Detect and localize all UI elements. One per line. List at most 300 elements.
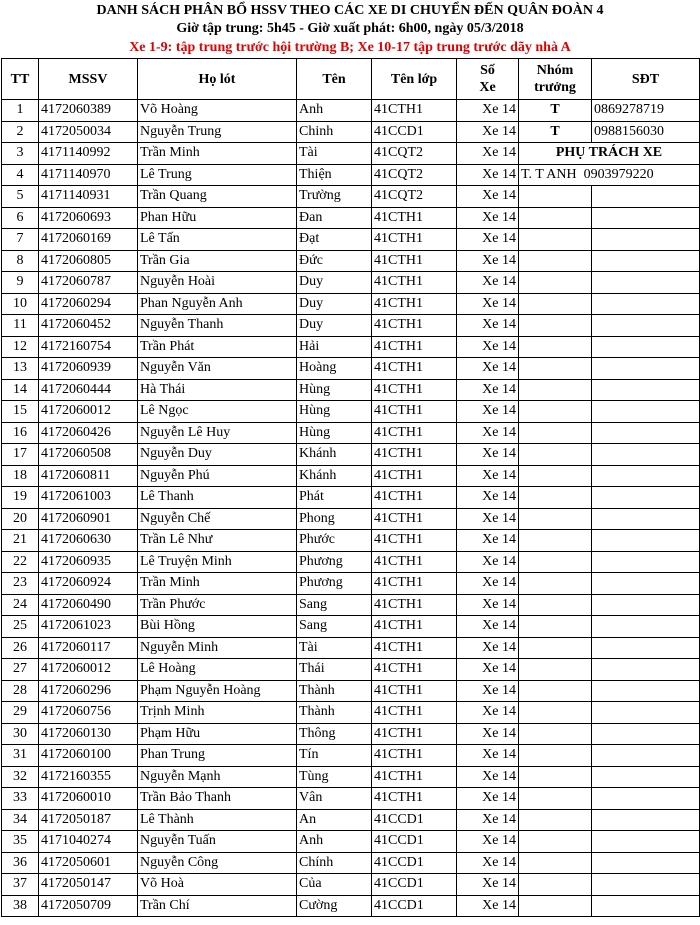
cell-ho-lot: Lê Tấn — [138, 229, 297, 251]
cell-so-xe: Xe 14 — [457, 487, 519, 509]
cell-so-xe: Xe 14 — [457, 186, 519, 208]
cell-ten-lop: 41CTH1 — [372, 229, 457, 251]
cell-nhom-truong — [519, 680, 592, 702]
cell-ten-lop: 41CTH1 — [372, 465, 457, 487]
cell-sdt — [592, 250, 700, 272]
cell-ten-lop: 41CCD1 — [372, 852, 457, 874]
cell-sdt — [592, 809, 700, 831]
cell-so-xe: Xe 14 — [457, 336, 519, 358]
cell-nhom-truong — [519, 874, 592, 896]
cell-ten-lop: 41CTH1 — [372, 100, 457, 122]
cell-tt: 23 — [2, 573, 39, 595]
cell-ho-lot: Trần Bảo Thanh — [138, 788, 297, 810]
cell-so-xe: Xe 14 — [457, 788, 519, 810]
cell-ho-lot: Lê Hoàng — [138, 659, 297, 681]
cell-nhom-truong — [519, 766, 592, 788]
table-row — [2, 508, 700, 530]
cell-mssv: 4172060012 — [39, 401, 138, 423]
cell-nhom-truong — [519, 852, 592, 874]
cell-nhom-truong — [519, 788, 592, 810]
cell-mssv: 4172050601 — [39, 852, 138, 874]
cell-tt: 4 — [2, 164, 39, 186]
cell-ten: Anh — [297, 100, 372, 122]
table-row — [2, 207, 700, 229]
cell-sdt — [592, 530, 700, 552]
cell-sdt — [592, 766, 700, 788]
table-row — [2, 573, 700, 595]
col-header-ten: Tên — [297, 59, 372, 100]
cell-mssv: 4172060756 — [39, 702, 138, 724]
cell-ten: Của — [297, 874, 372, 896]
table-row — [2, 788, 700, 810]
cell-ho-lot: Nguyễn Trung — [138, 121, 297, 143]
cell-ten-lop: 41CTH1 — [372, 788, 457, 810]
cell-ho-lot: Nguyễn Hoài — [138, 272, 297, 294]
cell-nhom-truong — [519, 422, 592, 444]
cell-so-xe: Xe 14 — [457, 659, 519, 681]
cell-sdt — [592, 315, 700, 337]
cell-ho-lot: Lê Thành — [138, 809, 297, 831]
cell-tt: 37 — [2, 874, 39, 896]
cell-tt: 38 — [2, 895, 39, 917]
cell-mssv: 4171140931 — [39, 186, 138, 208]
cell-tt: 27 — [2, 659, 39, 681]
cell-ten-lop: 41CTH1 — [372, 616, 457, 638]
cell-mssv: 4172061023 — [39, 616, 138, 638]
cell-tt: 22 — [2, 551, 39, 573]
cell-tt: 12 — [2, 336, 39, 358]
cell-nhom-truong — [519, 186, 592, 208]
cell-ho-lot: Trần Minh — [138, 573, 297, 595]
cell-ten-lop: 41CTH1 — [372, 659, 457, 681]
cell-ten: Hoàng — [297, 358, 372, 380]
cell-ho-lot: Hà Thái — [138, 379, 297, 401]
cell-sdt — [592, 379, 700, 401]
cell-ten-lop: 41CTH1 — [372, 487, 457, 509]
cell-ho-lot: Nguyễn Chế — [138, 508, 297, 530]
table-row — [2, 852, 700, 874]
cell-sdt — [592, 401, 700, 423]
cell-sdt — [592, 272, 700, 294]
cell-tt: 8 — [2, 250, 39, 272]
cell-ten-lop: 41CCD1 — [372, 874, 457, 896]
cell-ten: Phương — [297, 551, 372, 573]
cell-nhom-truong — [519, 207, 592, 229]
supervisor-contact — [519, 164, 700, 186]
table-row — [2, 680, 700, 702]
cell-ho-lot: Phạm Hữu — [138, 723, 297, 745]
cell-so-xe: Xe 14 — [457, 766, 519, 788]
so-xe-line-1: Số — [480, 63, 495, 78]
cell-so-xe: Xe 14 — [457, 594, 519, 616]
cell-so-xe: Xe 14 — [457, 573, 519, 595]
cell-sdt — [592, 680, 700, 702]
cell-so-xe: Xe 14 — [457, 250, 519, 272]
cell-sdt — [592, 702, 700, 724]
cell-so-xe: Xe 14 — [457, 895, 519, 917]
cell-ten-lop: 41CCD1 — [372, 121, 457, 143]
table-row — [2, 616, 700, 638]
cell-ten-lop: 41CTH1 — [372, 508, 457, 530]
cell-nhom-truong — [519, 530, 592, 552]
cell-ho-lot: Trần Chí — [138, 895, 297, 917]
document-title: DANH SÁCH PHÂN BỔ HSSV THEO CÁC XE DI CHUYỂN ĐẾN QUÂN ĐOÀN 4 — [96, 3, 604, 18]
cell-tt: 32 — [2, 766, 39, 788]
cell-ho-lot: Trần Minh — [138, 143, 297, 165]
cell-sdt — [592, 788, 700, 810]
cell-sdt — [592, 186, 700, 208]
supervisor-phone: 0903979220 — [583, 166, 654, 182]
table-row — [2, 702, 700, 724]
cell-nhom-truong — [519, 293, 592, 315]
cell-ten: Phát — [297, 487, 372, 509]
cell-tt: 33 — [2, 788, 39, 810]
cell-mssv: 4172060117 — [39, 637, 138, 659]
cell-nhom-truong — [519, 745, 592, 767]
cell-ho-lot: Bùi Hồng — [138, 616, 297, 638]
col-header-nhom-truong — [519, 59, 592, 100]
cell-nhom-truong — [519, 659, 592, 681]
cell-sdt: 0988156030 — [592, 121, 700, 143]
cell-nhom-truong — [519, 616, 592, 638]
cell-nhom-truong — [519, 229, 592, 251]
cell-ho-lot: Nguyễn Phú — [138, 465, 297, 487]
col-header-tt: TT — [2, 59, 39, 100]
cell-sdt — [592, 616, 700, 638]
cell-tt: 26 — [2, 637, 39, 659]
cell-mssv: 4172060426 — [39, 422, 138, 444]
cell-so-xe: Xe 14 — [457, 723, 519, 745]
table-row — [2, 594, 700, 616]
cell-so-xe: Xe 14 — [457, 616, 519, 638]
cell-mssv: 4172060939 — [39, 358, 138, 380]
cell-so-xe: Xe 14 — [457, 121, 519, 143]
cell-tt: 36 — [2, 852, 39, 874]
cell-ten-lop: 41CQT2 — [372, 143, 457, 165]
cell-tt: 24 — [2, 594, 39, 616]
cell-mssv: 4172060294 — [39, 293, 138, 315]
table-row — [2, 487, 700, 509]
table-row — [2, 659, 700, 681]
cell-ten-lop: 41CTH1 — [372, 766, 457, 788]
table-row — [2, 250, 700, 272]
table-row — [2, 766, 700, 788]
cell-ho-lot: Nguyễn Tuấn — [138, 831, 297, 853]
cell-mssv: 4172060811 — [39, 465, 138, 487]
cell-so-xe: Xe 14 — [457, 207, 519, 229]
cell-mssv: 4172060490 — [39, 594, 138, 616]
cell-nhom-truong — [519, 723, 592, 745]
cell-ten-lop: 41CTH1 — [372, 530, 457, 552]
cell-tt: 18 — [2, 465, 39, 487]
cell-so-xe: Xe 14 — [457, 229, 519, 251]
table-row — [2, 100, 700, 122]
cell-ten: Trường — [297, 186, 372, 208]
table-row — [2, 164, 700, 186]
table-row — [2, 745, 700, 767]
cell-ten: Sang — [297, 616, 372, 638]
table-row — [2, 637, 700, 659]
cell-sdt: 0869278719 — [592, 100, 700, 122]
cell-so-xe: Xe 14 — [457, 831, 519, 853]
cell-nhom-truong: T — [519, 121, 592, 143]
nhom-truong-line-1: Nhóm — [536, 63, 574, 78]
table-row — [2, 293, 700, 315]
cell-tt: 31 — [2, 745, 39, 767]
cell-so-xe: Xe 14 — [457, 358, 519, 380]
cell-ten: Chính — [297, 852, 372, 874]
cell-so-xe: Xe 14 — [457, 143, 519, 165]
cell-so-xe: Xe 14 — [457, 745, 519, 767]
cell-nhom-truong — [519, 444, 592, 466]
cell-ten: Hùng — [297, 379, 372, 401]
cell-nhom-truong — [519, 379, 592, 401]
table-row — [2, 551, 700, 573]
table-header-row — [2, 59, 700, 100]
cell-so-xe: Xe 14 — [457, 702, 519, 724]
cell-nhom-truong — [519, 637, 592, 659]
cell-ten: Hùng — [297, 401, 372, 423]
cell-nhom-truong — [519, 401, 592, 423]
cell-nhom-truong — [519, 594, 592, 616]
cell-tt: 34 — [2, 809, 39, 831]
cell-sdt — [592, 422, 700, 444]
cell-sdt — [592, 336, 700, 358]
cell-ten-lop: 41CCD1 — [372, 831, 457, 853]
cell-ten-lop: 41CTH1 — [372, 444, 457, 466]
cell-ten-lop: 41CTH1 — [372, 250, 457, 272]
cell-tt: 10 — [2, 293, 39, 315]
cell-mssv: 4172060805 — [39, 250, 138, 272]
cell-mssv: 4172060010 — [39, 788, 138, 810]
so-xe-line-2: Xe — [479, 80, 496, 95]
schedule-subtitle: Giờ tập trung: 5h45 - Giờ xuất phát: 6h00, ngày 05/3/2018 — [176, 21, 524, 36]
cell-ten-lop: 41CTH1 — [372, 680, 457, 702]
cell-ten: Duy — [297, 293, 372, 315]
cell-ten: Phước — [297, 530, 372, 552]
cell-tt: 30 — [2, 723, 39, 745]
cell-so-xe: Xe 14 — [457, 422, 519, 444]
cell-ho-lot: Nguyễn Duy — [138, 444, 297, 466]
cell-tt: 16 — [2, 422, 39, 444]
cell-ten-lop: 41CQT2 — [372, 164, 457, 186]
supervisor-heading: PHỤ TRÁCH XE — [519, 143, 700, 165]
cell-tt: 5 — [2, 186, 39, 208]
cell-so-xe: Xe 14 — [457, 680, 519, 702]
cell-so-xe: Xe 14 — [457, 551, 519, 573]
cell-ten: Thái — [297, 659, 372, 681]
cell-tt: 28 — [2, 680, 39, 702]
cell-mssv: 4172060693 — [39, 207, 138, 229]
cell-sdt — [592, 594, 700, 616]
cell-nhom-truong — [519, 358, 592, 380]
cell-ho-lot: Nguyễn Lê Huy — [138, 422, 297, 444]
cell-ten: Duy — [297, 272, 372, 294]
cell-ten-lop: 41CTH1 — [372, 401, 457, 423]
cell-ten-lop: 41CTH1 — [372, 293, 457, 315]
cell-so-xe: Xe 14 — [457, 100, 519, 122]
cell-ten-lop: 41CTH1 — [372, 315, 457, 337]
cell-ho-lot: Trịnh Minh — [138, 702, 297, 724]
cell-ten: Hùng — [297, 422, 372, 444]
bus-assignment-table — [1, 58, 700, 917]
cell-ho-lot: Lê Truyện Minh — [138, 551, 297, 573]
cell-tt: 11 — [2, 315, 39, 337]
cell-ten-lop: 41CTH1 — [372, 272, 457, 294]
table-row — [2, 530, 700, 552]
cell-ten-lop: 41CTH1 — [372, 379, 457, 401]
cell-tt: 7 — [2, 229, 39, 251]
cell-ten-lop: 41CTH1 — [372, 422, 457, 444]
cell-sdt — [592, 874, 700, 896]
cell-ten: Vân — [297, 788, 372, 810]
cell-mssv: 4172060169 — [39, 229, 138, 251]
cell-so-xe: Xe 14 — [457, 164, 519, 186]
table-row — [2, 809, 700, 831]
cell-ten: Tín — [297, 745, 372, 767]
cell-ten-lop: 41CTH1 — [372, 594, 457, 616]
cell-nhom-truong — [519, 551, 592, 573]
table-row — [2, 315, 700, 337]
supervisor-name: T. T ANH — [521, 166, 577, 182]
cell-so-xe: Xe 14 — [457, 874, 519, 896]
cell-mssv: 4171140970 — [39, 164, 138, 186]
cell-ten-lop: 41CTH1 — [372, 702, 457, 724]
cell-ten: Thành — [297, 702, 372, 724]
table-row — [2, 229, 700, 251]
cell-so-xe: Xe 14 — [457, 401, 519, 423]
cell-tt: 35 — [2, 831, 39, 853]
cell-ten-lop: 41CCD1 — [372, 809, 457, 831]
cell-ten-lop: 41CQT2 — [372, 186, 457, 208]
table-row — [2, 336, 700, 358]
cell-sdt — [592, 207, 700, 229]
cell-so-xe: Xe 14 — [457, 444, 519, 466]
cell-ho-lot: Nguyễn Công — [138, 852, 297, 874]
cell-sdt — [592, 895, 700, 917]
cell-sdt — [592, 551, 700, 573]
cell-mssv: 4172060444 — [39, 379, 138, 401]
cell-ten: Khánh — [297, 444, 372, 466]
cell-nhom-truong — [519, 809, 592, 831]
cell-so-xe: Xe 14 — [457, 637, 519, 659]
table-row — [2, 379, 700, 401]
cell-sdt — [592, 358, 700, 380]
cell-sdt — [592, 637, 700, 659]
cell-so-xe: Xe 14 — [457, 293, 519, 315]
col-header-ten-lop: Tên lớp — [372, 59, 457, 100]
cell-ho-lot: Nguyễn Minh — [138, 637, 297, 659]
cell-sdt — [592, 573, 700, 595]
table-row — [2, 831, 700, 853]
cell-nhom-truong — [519, 315, 592, 337]
cell-tt: 3 — [2, 143, 39, 165]
table-row — [2, 143, 700, 165]
table-row — [2, 723, 700, 745]
cell-nhom-truong: T — [519, 100, 592, 122]
cell-tt: 2 — [2, 121, 39, 143]
cell-sdt — [592, 487, 700, 509]
cell-mssv: 4172060630 — [39, 530, 138, 552]
table-row — [2, 874, 700, 896]
cell-ten: Cường — [297, 895, 372, 917]
cell-mssv: 4172060935 — [39, 551, 138, 573]
cell-ten-lop: 41CTH1 — [372, 358, 457, 380]
cell-sdt — [592, 508, 700, 530]
table-row — [2, 895, 700, 917]
cell-mssv: 4172160355 — [39, 766, 138, 788]
cell-nhom-truong — [519, 487, 592, 509]
cell-nhom-truong — [519, 272, 592, 294]
cell-ho-lot: Lê Ngọc — [138, 401, 297, 423]
cell-sdt — [592, 745, 700, 767]
cell-mssv: 4172060787 — [39, 272, 138, 294]
col-header-mssv: MSSV — [39, 59, 138, 100]
cell-mssv: 4171140992 — [39, 143, 138, 165]
cell-ho-lot: Trần Phát — [138, 336, 297, 358]
cell-ten: Khánh — [297, 465, 372, 487]
table-row — [2, 465, 700, 487]
cell-mssv: 4172060924 — [39, 573, 138, 595]
cell-mssv: 4172050147 — [39, 874, 138, 896]
cell-sdt — [592, 659, 700, 681]
cell-so-xe: Xe 14 — [457, 272, 519, 294]
cell-nhom-truong — [519, 465, 592, 487]
cell-tt: 15 — [2, 401, 39, 423]
cell-ten: An — [297, 809, 372, 831]
cell-mssv: 4172060130 — [39, 723, 138, 745]
cell-ten: Sang — [297, 594, 372, 616]
cell-ten-lop: 41CTH1 — [372, 551, 457, 573]
cell-ho-lot: Võ Hoà — [138, 874, 297, 896]
cell-mssv: 4172050709 — [39, 895, 138, 917]
cell-tt: 13 — [2, 358, 39, 380]
cell-so-xe: Xe 14 — [457, 379, 519, 401]
cell-mssv: 4172050034 — [39, 121, 138, 143]
cell-mssv: 4171040274 — [39, 831, 138, 853]
cell-tt: 17 — [2, 444, 39, 466]
cell-ten-lop: 41CTH1 — [372, 637, 457, 659]
cell-ten-lop: 41CTH1 — [372, 207, 457, 229]
table-row — [2, 121, 700, 143]
cell-tt: 19 — [2, 487, 39, 509]
cell-so-xe: Xe 14 — [457, 315, 519, 337]
table-row — [2, 401, 700, 423]
cell-tt: 20 — [2, 508, 39, 530]
cell-sdt — [592, 465, 700, 487]
col-header-sdt: SĐT — [592, 59, 700, 100]
cell-tt: 1 — [2, 100, 39, 122]
cell-ho-lot: Phạm Nguyễn Hoàng — [138, 680, 297, 702]
cell-ho-lot: Nguyễn Mạnh — [138, 766, 297, 788]
assembly-note: Xe 1-9: tập trung trước hội trường B; Xe 10-17 tập trung trước dãy nhà A — [129, 40, 571, 55]
cell-ten: Tài — [297, 143, 372, 165]
cell-ho-lot: Phan Trung — [138, 745, 297, 767]
cell-ho-lot: Trần Quang — [138, 186, 297, 208]
table-body — [2, 100, 700, 917]
cell-ho-lot: Nguyễn Thanh — [138, 315, 297, 337]
cell-ten: Phong — [297, 508, 372, 530]
table-row — [2, 422, 700, 444]
cell-sdt — [592, 723, 700, 745]
cell-ho-lot: Lê Thanh — [138, 487, 297, 509]
cell-ten: Chinh — [297, 121, 372, 143]
cell-tt: 25 — [2, 616, 39, 638]
cell-mssv: 4172060012 — [39, 659, 138, 681]
cell-ten: Duy — [297, 315, 372, 337]
cell-ten: Anh — [297, 831, 372, 853]
cell-ho-lot: Trần Phước — [138, 594, 297, 616]
